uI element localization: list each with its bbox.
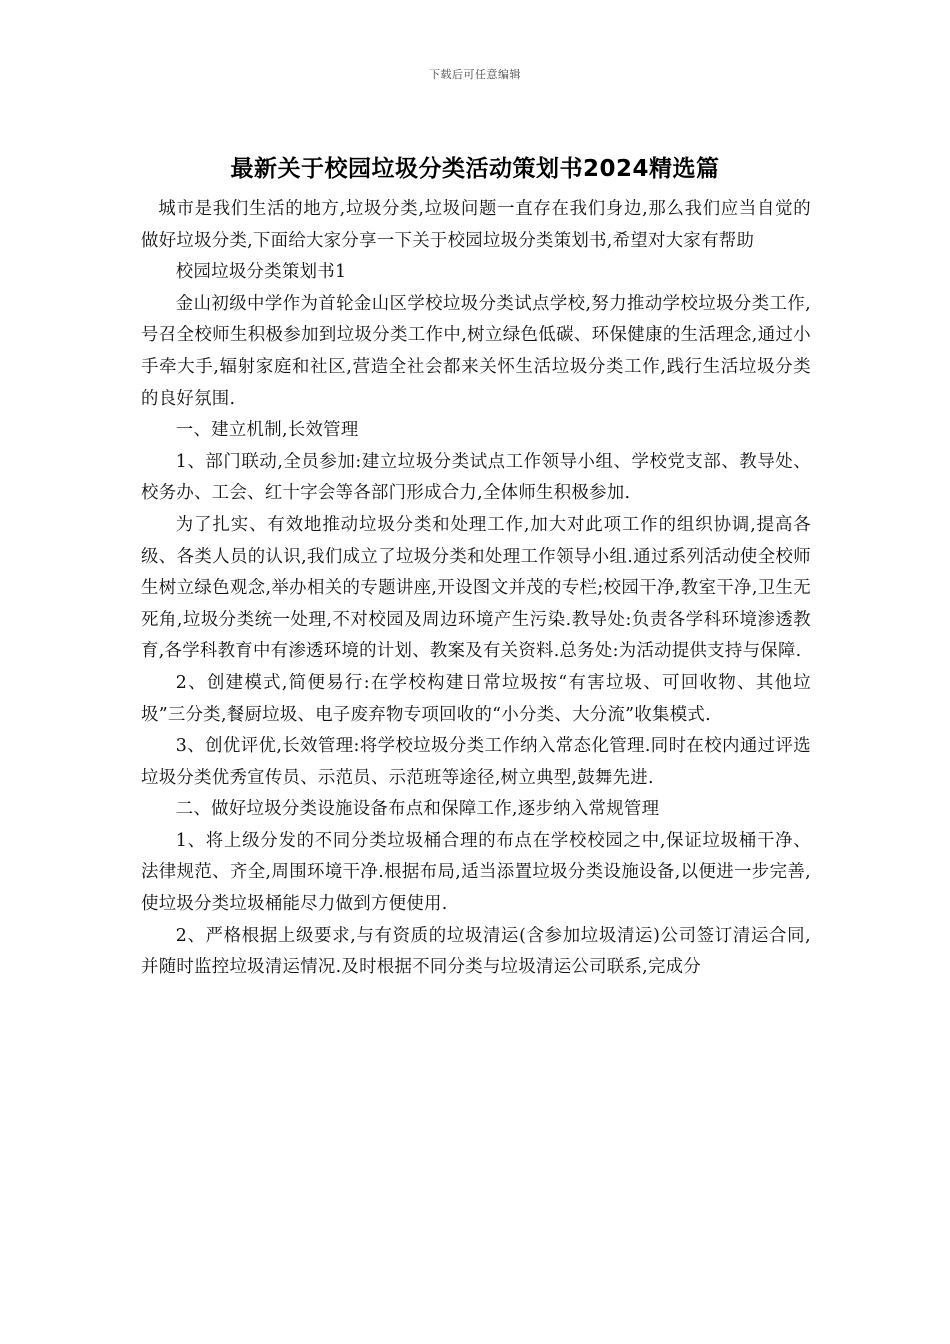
body-paragraph: 2、创建模式,简便易行:在学校构建日常垃圾按“有害垃圾、可回收物、其他垃圾”三分类,餐厨垃圾、电子废弃物专项回收的“小分类、大分流”收集模式. bbox=[141, 672, 811, 725]
page-header-note: 下载后可任意编辑 bbox=[429, 68, 521, 81]
body-paragraph: 1、将上级分发的不同分类垃圾桶合理的布点在学校校园之中,保证垃圾桶干净、法律规范、齐全,周围环境干净.根据布局,适当添置垃圾分类设施设备,以便进一步完善,使垃圾分类垃圾桶能尽力做到方便使用. bbox=[141, 830, 811, 915]
section-heading-plan-1: 校园垃圾分类策划书1 bbox=[175, 262, 347, 283]
intro-paragraph: 城市是我们生活的地方,垃圾分类,垃圾问题一直存在我们身边,那么我们应当自觉的做好垃圾分类,下面给大家分享一下关于校园垃圾分类策划书,希望对大家有帮助 bbox=[141, 199, 811, 251]
body-paragraph: 3、创优评优,长效管理:将学校垃圾分类工作纳入常态化管理.同时在校内通过评选垃圾分类优秀宣传员、示范员、示范班等途径,树立典型,鼓舞先进. bbox=[141, 736, 811, 788]
body-paragraph: 金山初级中学作为首轮金山区学校垃圾分类试点学校,努力推动学校垃圾分类工作,号召全校师生积极参加到垃圾分类工作中,树立绿色低碳、环保健康的生活理念,通过小手牵大手,辐射家庭和社区,营造全社会都来关怀生活垃圾分类工作,践行生活垃圾分类的良好氛围. bbox=[141, 293, 811, 409]
body-paragraph: 为了扎实、有效地推动垃圾分类和处理工作,加大对此项工作的组织协调,提高各级、各类人员的认识,我们成立了垃圾分类和处理工作领导小组.通过系列活动使全校师生树立绿色观念,举办相关的专题讲座,开设图文并茂的专栏;校园干净,教室干净,卫生无死角,垃圾分类统一处理,不对校园及周边环境产生污染.教导处:负责各学科环境渗透教育,各学科教育中有渗透环境的计划、教案及有关资料.总务处:为活动提供支持与保障. bbox=[141, 514, 811, 662]
document-title: 最新关于校园垃圾分类活动策划书2024精选篇 bbox=[230, 156, 720, 182]
section-heading-mechanism: 一、建立机制,长效管理 bbox=[175, 420, 359, 441]
document-body bbox=[141, 194, 811, 984]
body-paragraph: 1、部门联动,全员参加:建立垃圾分类试点工作领导小组、学校党支部、教导处、校务办、工会、红十字会等各部门形成合力,全体师生积极参加. bbox=[141, 451, 811, 504]
section-heading-facilities: 二、做好垃圾分类设施设备布点和保障工作,逐步纳入常规管理 bbox=[175, 799, 660, 820]
body-paragraph: 2、严格根据上级要求,与有资质的垃圾清运(含参加垃圾清运)公司签订清运合同,并随时监控垃圾清运情况.及时根据不同分类与垃圾清运公司联系,完成分 bbox=[141, 925, 811, 978]
